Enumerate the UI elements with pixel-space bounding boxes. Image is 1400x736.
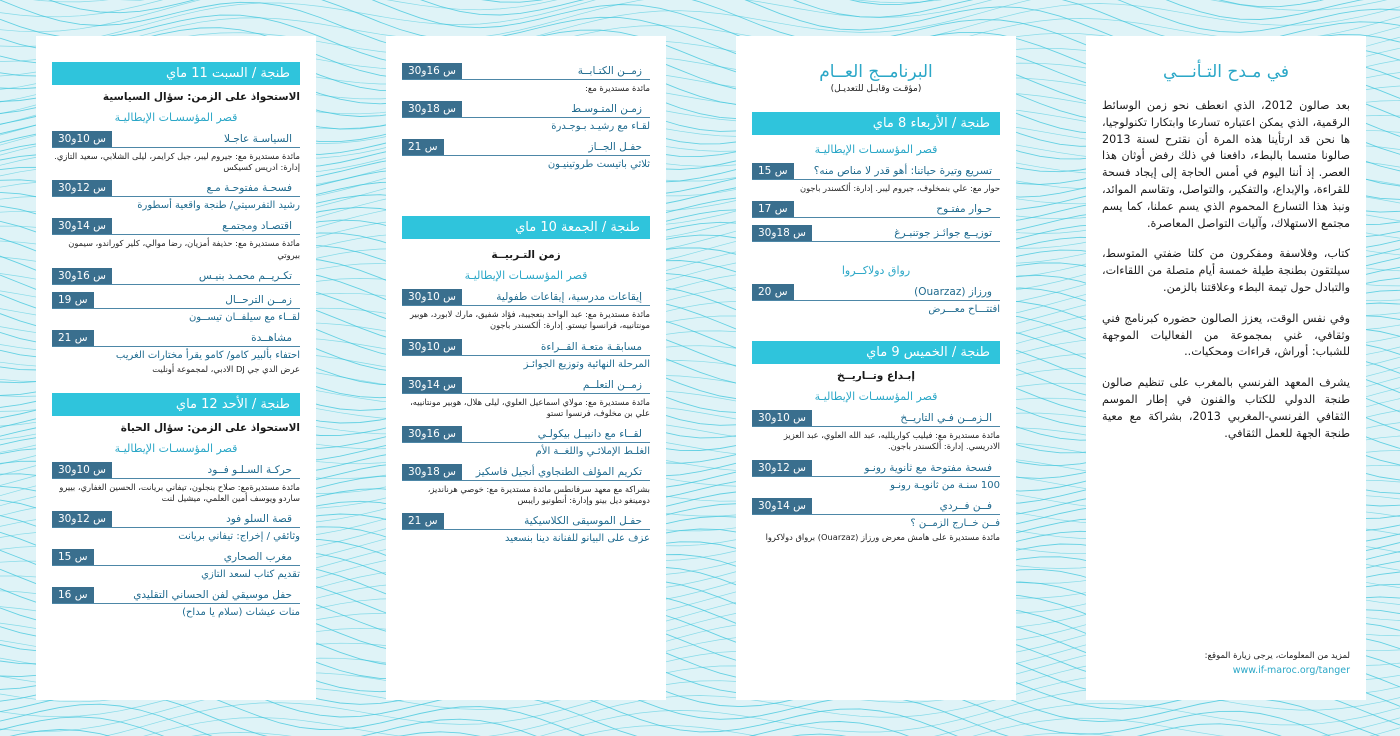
event-row: [52, 549, 300, 566]
event-title: تكـريــم محمـد بنيـس: [198, 269, 292, 282]
event-title: فسحة مفتوحة مع ثانوية رونـو: [864, 461, 992, 474]
event-row: [402, 339, 650, 356]
event-subtitle: احتفاء بألبير كامو/ كامو يقرأ مختارات الغريب: [115, 349, 300, 361]
event-title: مشاهــدة: [251, 331, 292, 344]
event-subtitle: المرحلة النهائية وتوزيع الجوائـز: [523, 358, 650, 370]
event-time: س 21: [402, 139, 444, 155]
event-title: توزيــع جوائـز جوتنبـرغ: [894, 227, 992, 240]
event-list: [52, 131, 300, 375]
event-list: [752, 163, 1000, 242]
event-description: مائدة مستديرة مع: عبد الواحد بنعجيبة، فؤاد شفيق، مارك لابورد، هوبير مونتانييه، فرانسوا تيستو. إدارة: ألكسندر باجون: [409, 309, 650, 331]
event-time: س 15: [752, 163, 794, 179]
event-description: مائدة مستديرة مع:: [585, 83, 650, 93]
event-row: [402, 426, 650, 443]
program-title: البرنامــج العــام: [819, 62, 933, 82]
event-subtitle: فــن خــارج الزمــن ؟: [910, 517, 1000, 529]
info-block: [1102, 651, 1350, 676]
event-row: [52, 131, 300, 148]
event-row: [402, 464, 650, 481]
event-time: س 10و30: [402, 339, 462, 355]
event-row: [752, 225, 1000, 242]
day-theme: الاستحواذ على الزمن: سؤال الحياة: [120, 421, 300, 434]
event-time: س 17: [752, 201, 794, 217]
event-row: [52, 268, 300, 285]
event-time: س 14و30: [752, 498, 812, 514]
day-theme: زمن التـربيــة: [491, 249, 561, 262]
event-list: [52, 462, 300, 618]
event-title: لقــاء مع دانييـل بيكولـي: [537, 427, 642, 440]
event-row: [752, 498, 1000, 515]
event-description: عرض الدي جي DJ الادبي، لمجموعة أونليت: [152, 363, 300, 374]
event-description: حوار مع: علي بنمخلوف، جيروم ليبر. إدارة: ألكسندر باجون: [800, 183, 1000, 193]
event-title: حفل موسيقي لفن الحساني التقليدي: [133, 589, 292, 602]
weekend-panel: [36, 36, 316, 700]
event-description: مائدة مستديرة مع: مولاي اسماعيل العلوي، ليلى هلال، هوبير مونتانييه، علي بن مخلوف، فرنسوا تستو: [410, 396, 650, 418]
event-title: تسريع وتيرة حياتنا: أهو قدر لا مناص منه؟: [813, 165, 992, 177]
event-row: [52, 330, 300, 347]
event-time: س 16و30: [52, 268, 112, 284]
event-row: [752, 201, 1000, 218]
event-description: مائدة مستديرة مع: حذيفة أمزيان، رضا موالي، كلير كوراندو، سيمون بيروتي: [68, 238, 300, 260]
event-subtitle: لقــاء مع سيلفــان تيســون: [188, 311, 300, 323]
event-description: مائدة مستديرة مع: فيليب كواريلليه، عبد الله العلوي، عبد العزيز الادريسي. إدارة: ألكسندر باجون.: [783, 430, 1000, 452]
event-title: زمــن الكتـابــة: [577, 65, 642, 77]
day-header: طنجة / السبت 11 ماي: [52, 62, 300, 85]
event-time: س 15: [52, 549, 94, 565]
intro-paragraph: يشرف المعهد الفرنسي بالمغرب على تنظيم صالون طنجة الدولي للكتاب والفنون في إطار الموسم الثقافي الفرنسي-المغربي 2013، بشراكة مع معية طنجة الجهة للعمل الثقافي.: [1102, 376, 1350, 440]
event-time: س 19: [52, 292, 94, 308]
event-title: فــن فــردي: [939, 499, 992, 512]
event-description: مائدة مستديرة على هامش معرض ورزاز (Ouarzaz) برواق دولاكروا: [765, 531, 1000, 542]
event-row: [52, 587, 300, 604]
event-row: [52, 462, 300, 479]
event-row: [752, 410, 1000, 427]
day-header: طنجة / الجمعة 10 ماي: [402, 216, 650, 239]
event-title: اقتصـاد ومجتمـع: [222, 220, 292, 233]
venue-label: قصر المؤسسـات الإيطاليـة: [464, 269, 588, 283]
event-title: قصة السلو فود: [226, 513, 292, 526]
intro-paragraph: وفي نفس الوقت، يعزز الصالون حضوره كبرنامج فني وثقافي، غني بمجموعة من الفعاليات الموجهة للشباب: أوراش، قراءات ومحكيات..: [1102, 311, 1350, 359]
event-time: س 20: [752, 284, 794, 300]
event-description: بشراكة مع معهد سرفانطس مائدة مستديرة مع: خوصي هرنانديز، دومينغو ديل بينو وإدارة: أنطونيو رايبس: [427, 483, 650, 506]
event-row: [402, 63, 650, 80]
event-title: ورزاز (Ouarzaz): [914, 286, 992, 299]
event-time: س 10و30: [52, 462, 112, 478]
intro-title: في مـدح التـأنـــي: [1162, 62, 1290, 82]
intro-paragraph: كتاب، وفلاسفة ومفكرون من كلتا ضفتي المتوسط، سيلتقون بطنجة طيلة خمسة أيام متصلة من اللقاءات، والتبادل حول تيمة البطء وعلاقتنا بالزمن.: [1102, 247, 1350, 294]
event-row: [752, 163, 1000, 180]
event-subtitle: تقديم كتاب لسعد التازي: [201, 569, 300, 581]
event-title: زمــن الترحــال: [225, 293, 292, 306]
event-list: [402, 289, 650, 544]
event-time: س 18و30: [752, 225, 812, 241]
venue-label: قصر المؤسسـات الإيطاليـة: [114, 441, 238, 455]
event-row: [52, 292, 300, 309]
program-subtitle: (مؤقـت وقابـل للتعديـل): [830, 84, 922, 94]
event-time: س 10و30: [402, 289, 462, 305]
event-list: [752, 284, 1000, 315]
event-time: س 10و30: [52, 131, 112, 147]
event-time: س 12و30: [52, 511, 112, 527]
event-title: حركـة السـلـو فــود: [207, 463, 292, 476]
event-title: زمـن المتـوسـط: [571, 103, 642, 116]
event-title: فسحـة مفتوحـة مـع: [206, 182, 292, 195]
event-description: مائدة مستديرةمع: صلاح بنجلون، تيفاني بريانت، الحسين الغفاري، بييرو ساردو ويوسف أمين العلمي، ميشيل لنت: [59, 481, 300, 504]
venue-label: قصر المؤسسـات الإيطاليـة: [814, 390, 938, 404]
event-title: حـوار مفتـوح: [936, 203, 992, 216]
event-list: [752, 410, 1000, 543]
event-time: س 21: [52, 330, 94, 346]
day-header: طنجة / الأربعاء 8 ماي: [752, 112, 1000, 135]
event-row: [52, 218, 300, 235]
day-theme: إبـداع وتــاريــخ: [837, 370, 915, 383]
intro-paragraph: بعد صالون 2012، الذي انعطف نحو زمن الوسائط الرقمية، الذي يمكن اعتباره تسارعا وابتكارا تكنولوجيا، ها نحن قد ارتأينا هذه المرة أن نقترح لسنة 2013 صالونا متسما بالبطء، دافعنا في ذلك رفض أوثان هذا العصر. إذ أننا اليوم في أمس الحاجة إلى إيجاد فسحة للقراءة، والإبداع، والتفكير، والتواصل، وتقاسم الموائد، ونبذ هذا التسارع المحموم الذي يسم عملنا، كما يسم مجتمع الاستهلاك، وآليات التواصل المعاصرة.: [1102, 99, 1350, 230]
venue-label: قصر المؤسسـات الإيطاليـة: [814, 143, 938, 156]
event-row: [402, 101, 650, 118]
event-time: س 18و30: [402, 101, 462, 117]
program-panel: [736, 36, 1016, 700]
event-subtitle: ثلاثي باتيست طروتينيـون: [547, 159, 650, 171]
event-time: س 16و30: [402, 63, 462, 79]
info-label: لمزيد من المعلومات، يرجى زيارة الموقع:: [1204, 651, 1350, 661]
event-subtitle: افتتـــاح معـــرض: [928, 304, 1000, 316]
event-subtitle: لقـاء مع رشيـد بـوجـدرة: [551, 121, 650, 133]
event-time: س 10و30: [752, 410, 812, 426]
event-time: س 12و30: [52, 180, 112, 196]
info-url-link[interactable]: www.if-maroc.org/tanger: [1232, 665, 1350, 676]
event-subtitle: الغلـط الإملائـي واللغــة الأم: [535, 445, 650, 457]
event-time: س 12و30: [752, 460, 812, 476]
event-row: [52, 511, 300, 528]
event-time: س 14و30: [52, 218, 112, 234]
event-title: الـزمــن فـي التاريــخ: [900, 412, 992, 425]
event-title: حفـل الجــاز: [588, 141, 642, 154]
event-time: س 14و30: [402, 377, 462, 393]
intro-panel: [1086, 36, 1366, 700]
event-row: [752, 284, 1000, 301]
event-time: س 16: [52, 587, 94, 603]
event-title: حفـل الموسيقى الكلاسيكية: [524, 515, 642, 528]
event-row: [402, 513, 650, 530]
event-title: تكريم المؤلف الطنجاوي أنجيل فاسكيز: [475, 465, 642, 478]
event-title: إيقاعات مدرسية، إيقاعات طفولية: [496, 291, 642, 304]
event-subtitle: منات عيشات (سلام يا مداح): [182, 607, 300, 619]
event-row: [752, 460, 1000, 477]
day-theme: الاستحواذ على الزمن: سؤال السياسية: [102, 91, 300, 103]
event-subtitle: رشيد التفرسيتي/ طنجة واقعية أسطورة: [137, 200, 300, 212]
event-time: س 16و30: [402, 426, 462, 442]
day-header: طنجة / الخميس 9 ماي: [752, 341, 1000, 364]
event-title: مسابقـة متعـة القــراءة: [540, 340, 642, 353]
middle-panel: [386, 36, 666, 700]
venue-label: رواق دولاكــروا: [841, 264, 911, 278]
event-title: السياسـة عاجـلا: [224, 133, 292, 145]
event-subtitle: عزف على البيانو للفنانة دينا بنسعيد: [505, 533, 650, 545]
wave-line: [0, 717, 1400, 736]
venue-label: قصر المؤسسـات الإيطاليـة: [114, 111, 238, 124]
event-subtitle: 100 سنـة من ثانويـة رونـو: [890, 479, 1000, 491]
day-header: طنجة / الأحد 12 ماي: [52, 393, 300, 416]
event-title: زمــن التعلــم: [582, 378, 642, 391]
event-title: مغرب الصحاري: [223, 551, 292, 564]
event-row: [402, 139, 650, 156]
event-subtitle: وثائقي / إخراج: تيفاني بريانت: [178, 531, 300, 543]
event-description: مائدة مستديرة مع: جيروم ليبر، جيل كرايمر، ليلى الشلابي، سعيد التازي. إدارة: ادريس كسيكس: [54, 151, 300, 173]
event-time: س 21: [402, 513, 444, 529]
event-time: س 18و30: [402, 464, 462, 480]
event-row: [402, 377, 650, 394]
event-row: [52, 180, 300, 197]
wave-line: [0, 718, 1400, 736]
event-list: [402, 63, 650, 170]
event-row: [402, 289, 650, 306]
